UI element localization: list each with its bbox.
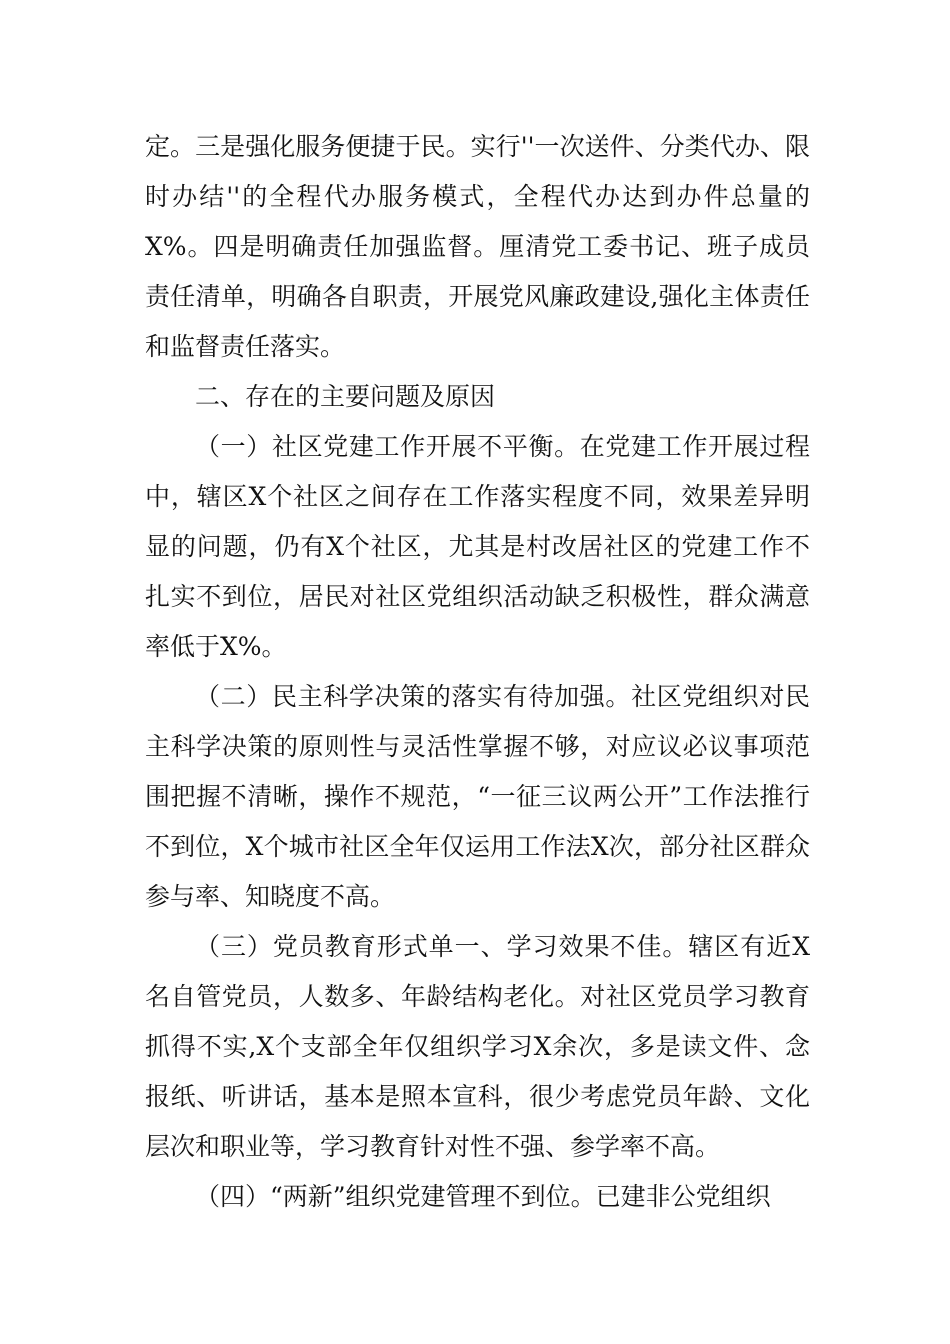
paragraph-issue-3: （三）党员教育形式单一、学习效果不佳。辖区有近X名自管党员，人数多、年龄结构老化。对社区党员学习教育抓得不实,X个支部全年仅组织学习X余次，多是读文件、念报纸、听讲话，基本是照本宣科，很少考虑党员年龄、文化层次和职业等，学习教育针对性不强、参学率不高。 — [145, 932, 810, 1161]
paragraph-issue-2: （二）民主科学决策的落实有待加强。社区党组织对民主科学决策的原则性与灵活性掌握不够，对应议必议事项范围把握不清晰，操作不规范，“一征三议两公开”工作法推行不到位，X个城市社区全年仅运用工作法X次，部分社区群众参与率、知晓度不高。 — [145, 682, 810, 911]
paragraph-issue-4: （四）“两新”组织党建管理不到位。已建非公党组织 — [195, 1182, 771, 1211]
paragraph-continued: 定。三是强化服务便捷于民。实行''一次送件、分类代办、限时办结''的全程代办服务模式，全程代办达到办件总量的X%。四是明确责任加强监督。厘清党工委书记、班子成员责任清单，明确各自职责，开展党风廉政建设,强化主体责任和监督责任落实。 — [145, 132, 810, 361]
section-heading-problems: 二、存在的主要问题及原因 — [195, 382, 496, 411]
document-body — [145, 122, 810, 1222]
paragraph-issue-1: （一）社区党建工作开展不平衡。在党建工作开展过程中，辖区X个社区之间存在工作落实程度不同，效果差异明显的问题，仍有X个社区，尤其是村改居社区的党建工作不扎实不到位，居民对社区党组织活动缺乏积极性，群众满意率低于X%。 — [145, 432, 810, 661]
